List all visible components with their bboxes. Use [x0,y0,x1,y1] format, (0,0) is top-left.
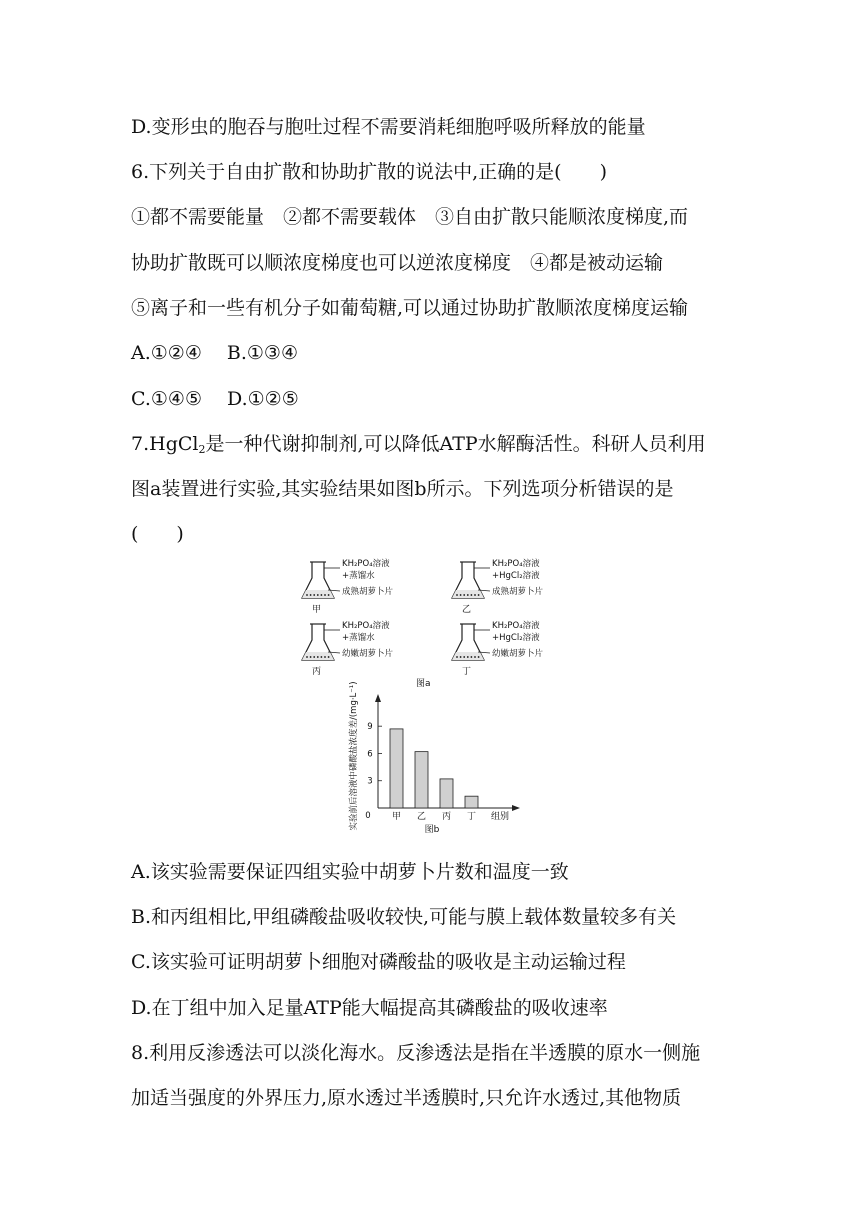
flask-group [452,558,544,615]
tissue-dot [306,656,308,658]
y-axis-arrow-icon [375,694,381,702]
tissue-dot [463,594,465,596]
flask-group-label: 乙 [462,605,472,615]
x-tick-label: 丁 [466,812,477,822]
question-7-stem-1 [131,431,706,463]
tissue-dot [471,656,473,658]
y-tick-label: 9 [367,722,373,733]
flask-solution-label: KH₂PO₄溶液 [342,559,390,569]
flask-additive-label: +HgCl₂溶液 [492,633,540,643]
line-option-d-prev: D.变形虫的胞吞与胞吐过程不需要消耗细胞呼吸所释放的能量 [131,116,646,138]
flask-group [302,558,394,615]
flask-additive-label: +蒸馏水 [342,571,375,581]
tissue-dot [478,594,480,596]
tissue-dot [474,594,476,596]
q7-prefix: 7.HgCl [131,433,199,455]
question-8-stem-1: 8.利用反渗透法可以淡化海水。反渗透法是指在半透膜的原水一侧施 [131,1042,701,1064]
bar [415,752,428,808]
flask-group-label: 丁 [462,667,472,677]
flask-additive-label: +HgCl₂溶液 [492,571,540,581]
tissue-dot [324,656,326,658]
flask-group-label: 丙 [312,667,322,677]
flask-solution-label: KH₂PO₄溶液 [342,621,390,631]
flask-liquid [452,590,484,598]
bar [465,796,478,808]
x-axis-label: 组别 [490,812,510,822]
flask-group [302,620,394,677]
tissue-dot [313,594,315,596]
tissue-dot [460,594,462,596]
tissue-dot [467,656,469,658]
flask-liquid [452,652,484,660]
figure-b-caption: 图b [424,825,440,835]
tissue-dot [463,656,465,658]
question-6-options-cd: C.①④⑤ D.①②⑤ [131,388,299,410]
y-tick-label: 6 [367,749,373,760]
tissue-dot [321,656,323,658]
flask-group-label: 甲 [312,605,322,615]
flask-liquid [302,590,334,598]
tissue-dot [317,594,319,596]
figure [290,552,570,842]
x-tick-label: 乙 [416,812,427,822]
question-8-stem-2: 加适当强度的外界压力,原水透过半透膜时,只允许水透过,其他物质 [131,1087,682,1109]
flask-tissue-label: 幼嫩胡萝卜片 [342,649,394,659]
question-7-stem-2: 图a装置进行实验,其实验结果如图b所示。下列选项分析错误的是 [131,478,674,500]
tissue-dot [456,594,458,596]
tissue-dot [306,594,308,596]
tissue-dot [471,594,473,596]
tissue-dot [467,594,469,596]
tissue-dot [328,656,330,658]
q7-rest: 是一种代谢抑制剂,可以降低ATP水解酶活性。科研人员利用 [205,433,706,455]
tissue-dot [317,656,319,658]
bar [440,779,453,808]
tissue-dot [310,594,312,596]
question-7-paren: ( ) [131,523,184,545]
tissue-dot [474,656,476,658]
option-c: C.该实验可证明胡萝卜细胞对磷酸盐的吸收是主动运输过程 [131,951,626,973]
y-tick-label: 3 [367,776,373,787]
x-axis-arrow-icon [512,805,520,811]
tissue-dot [478,656,480,658]
tissue-dot [313,656,315,658]
bar [390,729,403,808]
x-tick-label: 甲 [391,812,402,822]
flask-tissue-label: 成熟胡萝卜片 [492,587,544,597]
figure-a-caption: 图a [416,679,431,689]
y-axis-label: 实验前后溶液中磷酸盐浓度差/(mg·L⁻¹) [349,681,359,831]
flask-liquid [302,652,334,660]
tissue-dot [321,594,323,596]
tissue-dot [310,656,312,658]
figure-a [302,558,544,677]
x-tick-label: 丙 [441,812,452,822]
question-6-stem: 6.下列关于自由扩散和协助扩散的说法中,正确的是( ) [131,161,607,183]
tissue-dot [324,594,326,596]
flask-solution-label: KH₂PO₄溶液 [492,621,540,631]
flask-group [452,620,544,677]
question-6-statements-3: ⑤离子和一些有机分子如葡萄糖,可以通过协助扩散顺浓度梯度运输 [131,297,689,319]
figure-b [348,681,520,835]
flask-tissue-label: 成熟胡萝卜片 [342,587,394,597]
question-6-statements-1: ①都不需要能量 ②都不需要载体 ③自由扩散只能顺浓度梯度,而 [131,206,689,228]
flask-solution-label: KH₂PO₄溶液 [492,559,540,569]
q7-subscript: 2 [198,443,206,456]
tissue-dot [456,656,458,658]
flask-tissue-label: 幼嫩胡萝卜片 [492,649,544,659]
option-b: B.和丙组相比,甲组磷酸盐吸收较快,可能与膜上载体数量较多有关 [131,906,677,928]
flask-additive-label: +蒸馏水 [342,633,375,643]
y-tick-label: 0 [365,811,371,821]
option-a: A.该实验需要保证四组实验中胡萝卜片数和温度一致 [131,861,569,883]
tissue-dot [460,656,462,658]
question-6-options-ab: A.①②④ B.①③④ [131,342,299,364]
tissue-dot [328,594,330,596]
option-d: D.在丁组中加入足量ATP能大幅提高其磷酸盐的吸收速率 [131,997,608,1019]
question-6-statements-2: 协助扩散既可以顺浓度梯度也可以逆浓度梯度 ④都是被动运输 [131,252,664,274]
